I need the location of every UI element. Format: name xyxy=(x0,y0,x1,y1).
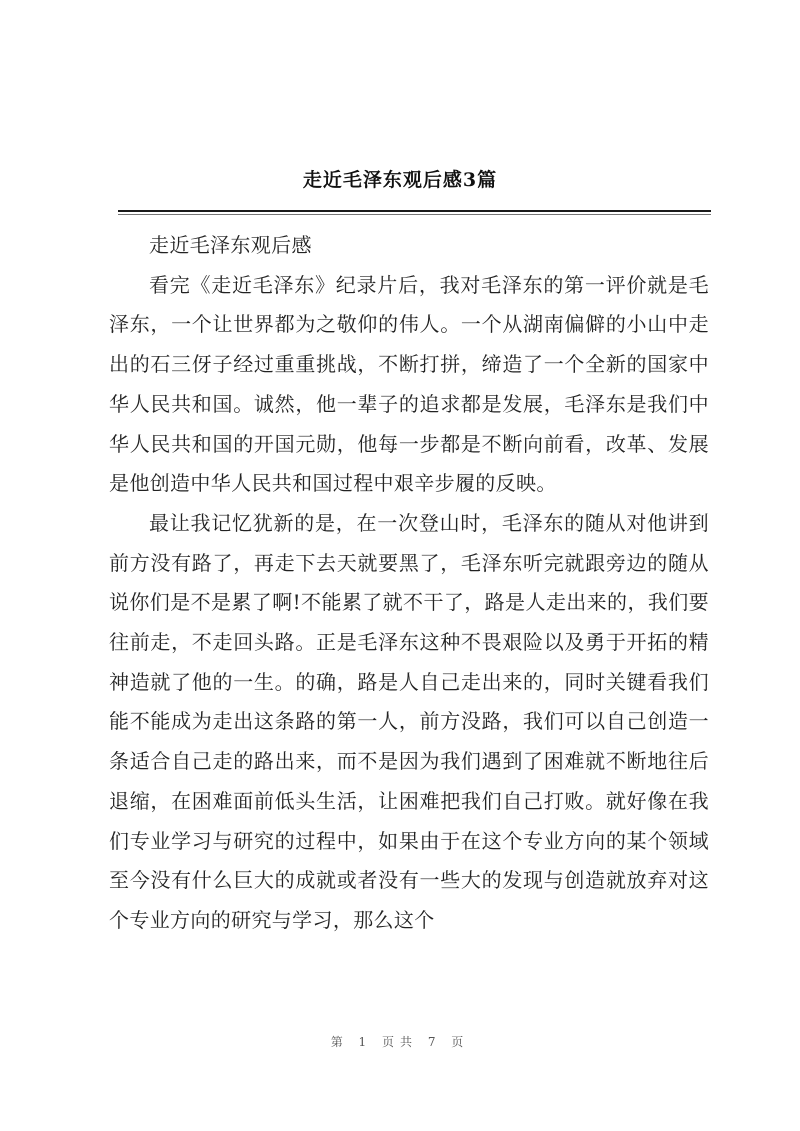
document-title: 走近毛泽东观后感3篇 xyxy=(302,169,498,191)
body-paragraph-2: 最让我记忆犹新的是，在一次登山时，毛泽东的随从对他讲到前方没有路了，再走下去天就要黑了，毛泽东听完就跟旁边的随从说你们是不是累了啊!不能累了就不干了，路是人走出来的，我们要往前走，不走回头路。正是毛泽东这种不畏艰险以及勇于开拓的精神造就了他的一生。的确，路是人自己走出来的，同时关键看我们能不能成为走出这条路的第一人，前方没路，我们可以自己创造一条适合自己走的路出来，而不是因为我们遇到了困难就不断地往后退缩，在困难面前低头生活，让困难把我们自己打败。就好像在我们专业学习与研究的过程中，如果由于在这个专业方向的某个领域至今没有什么巨大的成就或者没有一些大的发现与创造就放弃对这个专业方向的研究与学习，那么这个 xyxy=(109,510,709,932)
title-divider-thin xyxy=(118,214,711,215)
page-number-footer: 第 1 页共 7 页 xyxy=(330,1035,470,1049)
section-heading: 走近毛泽东观后感 xyxy=(149,233,312,257)
document-body xyxy=(109,226,709,941)
title-divider xyxy=(118,210,711,212)
body-paragraph-1: 看完《走近毛泽东》纪录片后，我对毛泽东的第一评价就是毛泽东，一个让世界都为之敬仰的伟人。一个从湖南偏僻的小山中走出的石三伢子经过重重挑战，不断打拼，缔造了一个全新的国家中华人民共和国。诚然，他一辈子的追求都是发展，毛泽东是我们中华人民共和国的开国元勋，他每一步都是不断向前看，改革、发展是他创造中华人民共和国过程中艰辛步履的反映。 xyxy=(109,272,709,496)
